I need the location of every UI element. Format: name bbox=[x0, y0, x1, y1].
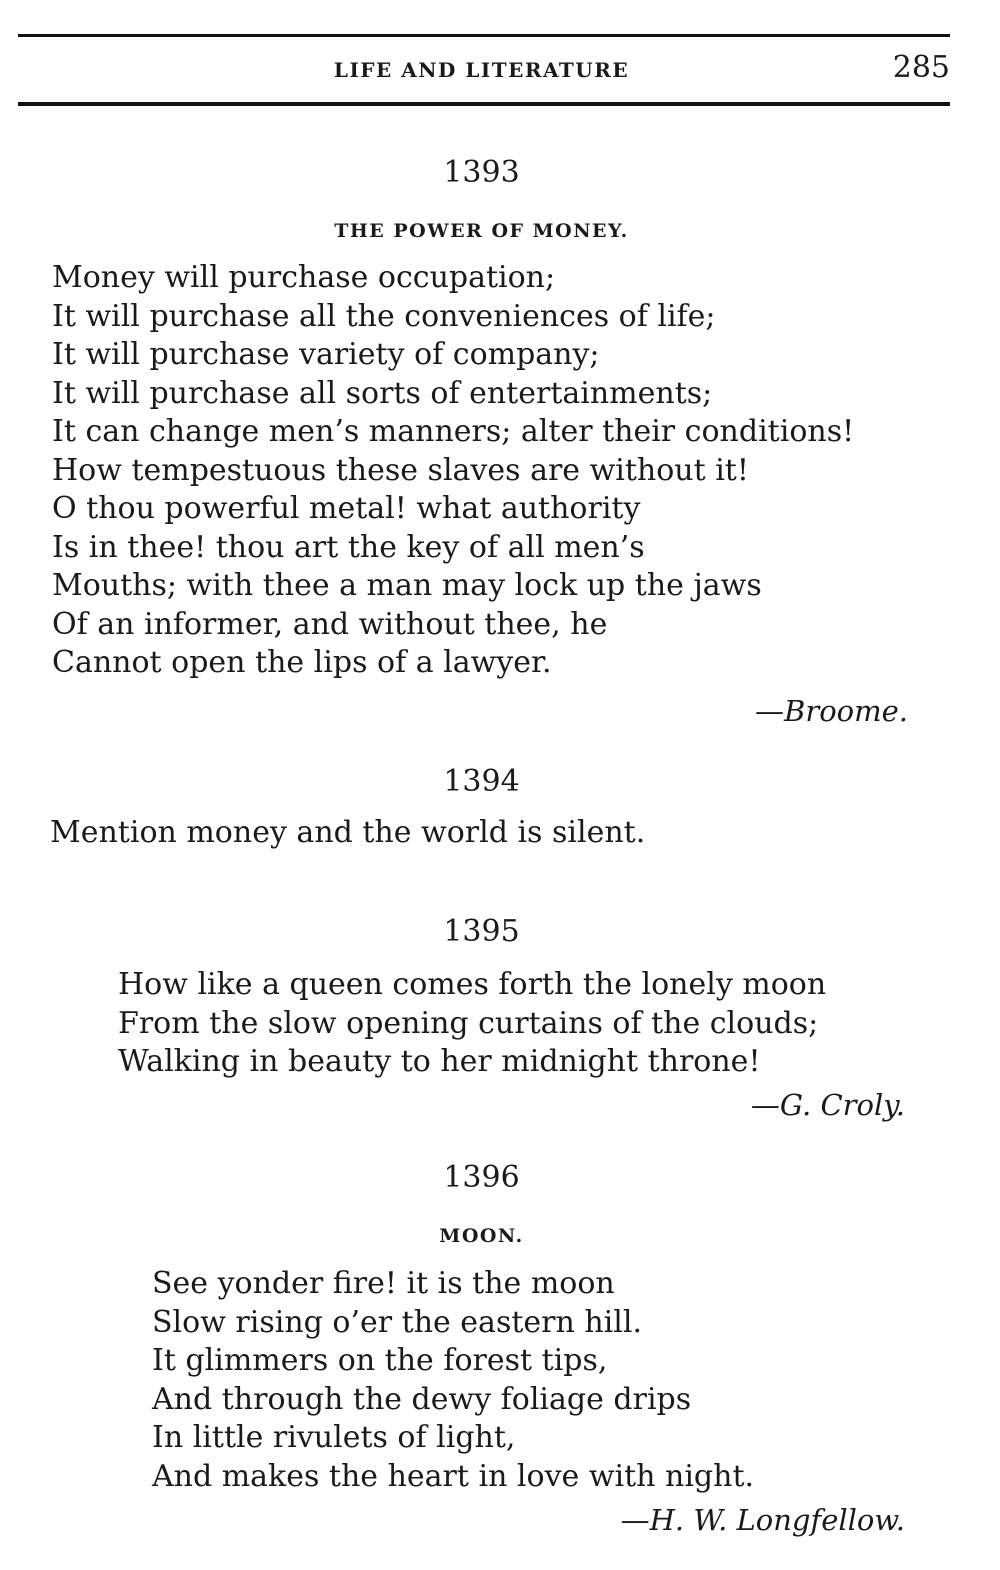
running-title: LIFE AND LITERATURE bbox=[333, 58, 630, 82]
attribution-1396: —H. W. Longfellow. bbox=[620, 1503, 905, 1537]
verse-line: It will purchase variety of company; bbox=[52, 337, 600, 372]
entry-number-1395: 1395 bbox=[443, 914, 520, 949]
attribution-1393: —Broome. bbox=[755, 694, 908, 728]
verse-line: From the slow opening curtains of the clouds; bbox=[118, 1005, 819, 1041]
header-rule-bottom bbox=[18, 102, 950, 106]
verse-line: It will purchase all the conveniences of life; bbox=[52, 298, 716, 334]
entry-title-1393: THE POWER OF MONEY. bbox=[334, 220, 629, 242]
verse-line: Walking in beauty to her midnight throne! bbox=[118, 1044, 761, 1079]
verse-line: It can change men’s manners; alter their conditions! bbox=[52, 414, 855, 449]
verse-line: Slow rising o’er the eastern hill. bbox=[152, 1304, 642, 1340]
verse-1396 bbox=[152, 1265, 754, 1496]
header-rule-top bbox=[18, 34, 950, 37]
verse-1395 bbox=[118, 966, 826, 1082]
entry-title-1396: MOON. bbox=[439, 1225, 524, 1247]
verse-line: It glimmers on the forest tips, bbox=[152, 1343, 608, 1378]
entry-number-1396: 1396 bbox=[443, 1160, 520, 1195]
verse-line: Money will purchase occupation; bbox=[52, 260, 556, 295]
verse-line: Of an informer, and without thee, he bbox=[52, 606, 608, 642]
verse-line: In little rivulets of light, bbox=[152, 1420, 516, 1455]
verse-line: Cannot open the lips of a lawyer. bbox=[52, 645, 552, 680]
entry-text-1394: Mention money and the world is silent. bbox=[50, 815, 646, 850]
entry-number-1394: 1394 bbox=[443, 764, 520, 799]
verse-line: Is in thee! thou art the key of all men’s bbox=[52, 529, 645, 565]
verse-line: How like a queen comes forth the lonely moon bbox=[118, 967, 827, 1002]
page-number: 285 bbox=[892, 50, 950, 85]
entry-number-1393: 1393 bbox=[443, 155, 520, 190]
verse-line: And makes the heart in love with night. bbox=[152, 1458, 755, 1494]
verse-line: Mouths; with thee a man may lock up the jaws bbox=[52, 568, 762, 603]
verse-line: O thou powerful metal! what authority bbox=[52, 491, 641, 526]
verse-line: See yonder fire! it is the moon bbox=[152, 1266, 615, 1301]
verse-line: It will purchase all sorts of entertainments; bbox=[52, 375, 713, 411]
verse-line: How tempestuous these slaves are without it! bbox=[52, 452, 749, 488]
verse-line: And through the dewy foliage drips bbox=[152, 1381, 692, 1417]
verse-1393 bbox=[52, 259, 854, 683]
attribution-1395: —G. Croly. bbox=[750, 1088, 905, 1122]
